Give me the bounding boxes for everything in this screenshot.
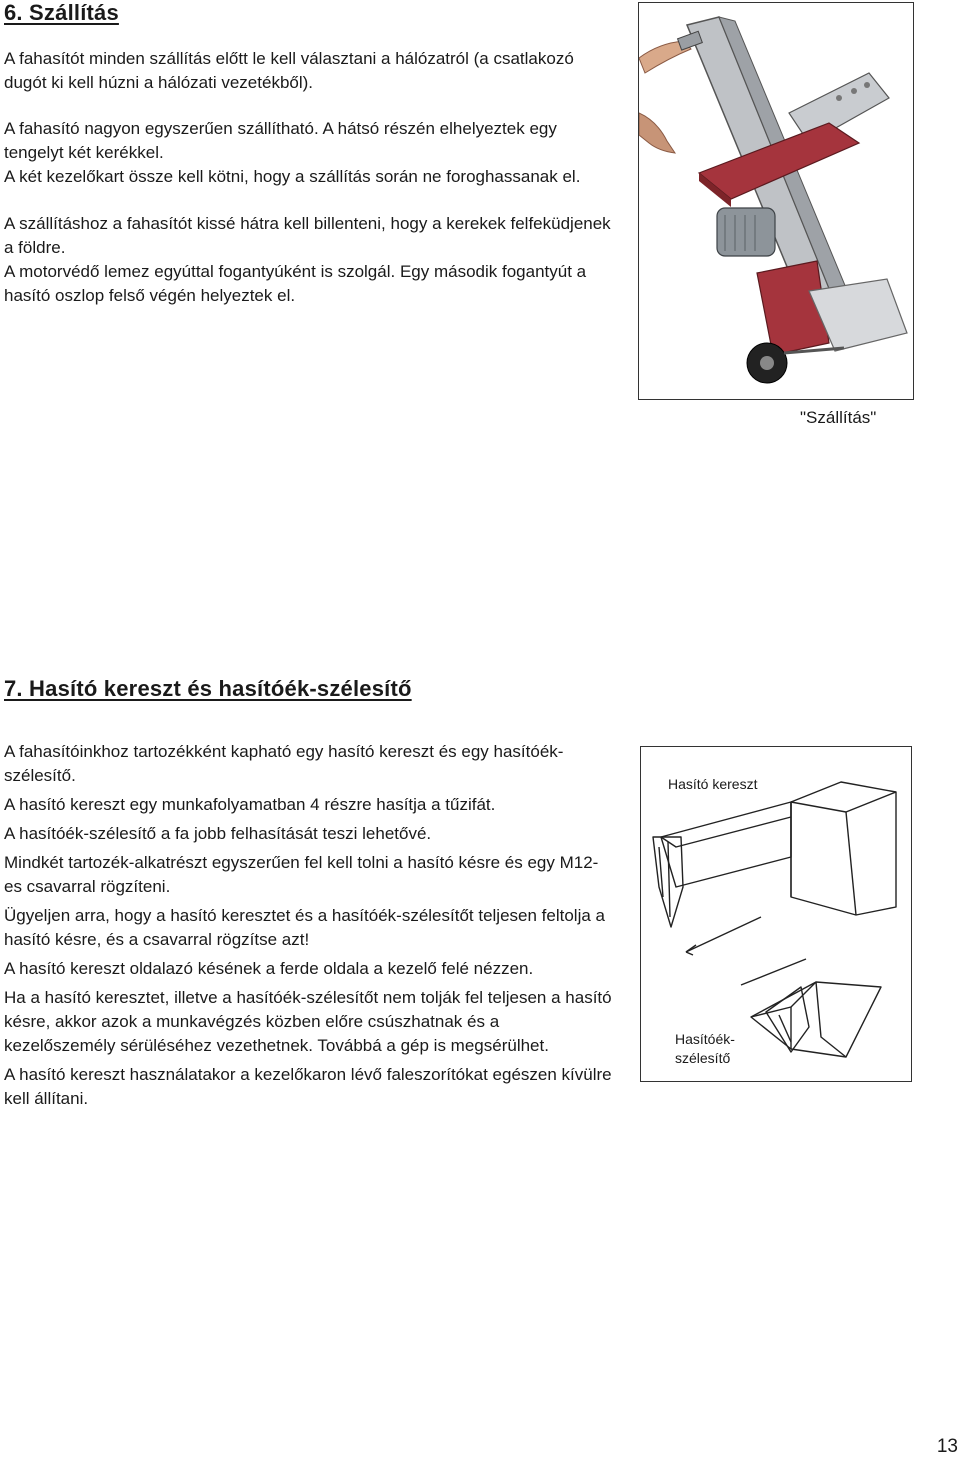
- transport-text: [4, 47, 614, 308]
- label-line: Hasítóék-: [675, 1031, 735, 1047]
- paragraph: Ha a hasító keresztet, illetve a hasítóék-szélesítőt nem tolják fel teljesen a hasító késre, akkor azok a munkavégzés közben előre csúszhatnak és a kezelőszemély sérüléséhez vezethetnek. Továbbá a gép is megsérülhet.: [4, 988, 612, 1055]
- log-splitter-photo: [638, 2, 914, 400]
- photo-caption: "Szállítás": [800, 408, 877, 427]
- paragraph: A hasító kereszt oldalazó késének a ferde oldala a kezelő felé nézzen.: [4, 959, 534, 978]
- splitting-cross-text: [4, 740, 614, 1116]
- paragraph: A hasítóék-szélesítő a fa jobb felhasítását teszi lehetővé.: [4, 824, 432, 843]
- page-number: 13: [936, 1436, 958, 1457]
- section-title-transport: 6. Szállítás: [4, 0, 119, 25]
- diagram-label-splitting-cross: Hasító kereszt: [668, 776, 758, 792]
- paragraph: A fahasítót minden szállítás előtt le kell választani a hálózatról (a csatlakozó dugót ki kell húzni a hálózati vezetékből).: [4, 49, 574, 92]
- paragraph: A fahasító nagyon egyszerűen szállítható. A hátsó részén elhelyeztek egy tengelyt két kerékkel.: [4, 119, 557, 162]
- paragraph: A szállításhoz a fahasítót kissé hátra kell billenteni, hogy a kerekek felfeküdjenek a földre.: [4, 214, 611, 257]
- paragraph: A hasító kereszt használatakor a kezelőkaron lévő faleszorítókat egészen kívülre kell állítani.: [4, 1065, 612, 1108]
- log-splitter-illustration: [639, 3, 913, 399]
- section-title-splitting-cross: 7. Hasító kereszt és hasítóék-szélesítő: [4, 676, 412, 701]
- paragraph: Ügyeljen arra, hogy a hasító keresztet és a hasítóék-szélesítőt teljesen feltolja a hasító késre, és a csavarral rögzítse azt!: [4, 906, 605, 949]
- paragraph: A két kezelőkart össze kell kötni, hogy a szállítás során ne foroghassanak el.: [4, 167, 581, 186]
- paragraph: Mindkét tartozék-alkatrészt egyszerűen fel kell tolni a hasító késre és egy M12-es csavarral rögzíteni.: [4, 853, 599, 896]
- paragraph: A fahasítóinkhoz tartozékként kapható egy hasító kereszt és egy hasítóék-szélesítő.: [4, 742, 564, 785]
- paragraph: A motorvédő lemez egyúttal fogantyúként is szolgál. Egy második fogantyút a hasító oszlop felső végén helyeztek el.: [4, 262, 587, 305]
- paragraph: A hasító kereszt egy munkafolyamatban 4 részre hasítja a tűzifát.: [4, 795, 496, 814]
- label-line: szélesítő: [675, 1050, 731, 1066]
- diagram-label-wedge-widener: [675, 1030, 735, 1068]
